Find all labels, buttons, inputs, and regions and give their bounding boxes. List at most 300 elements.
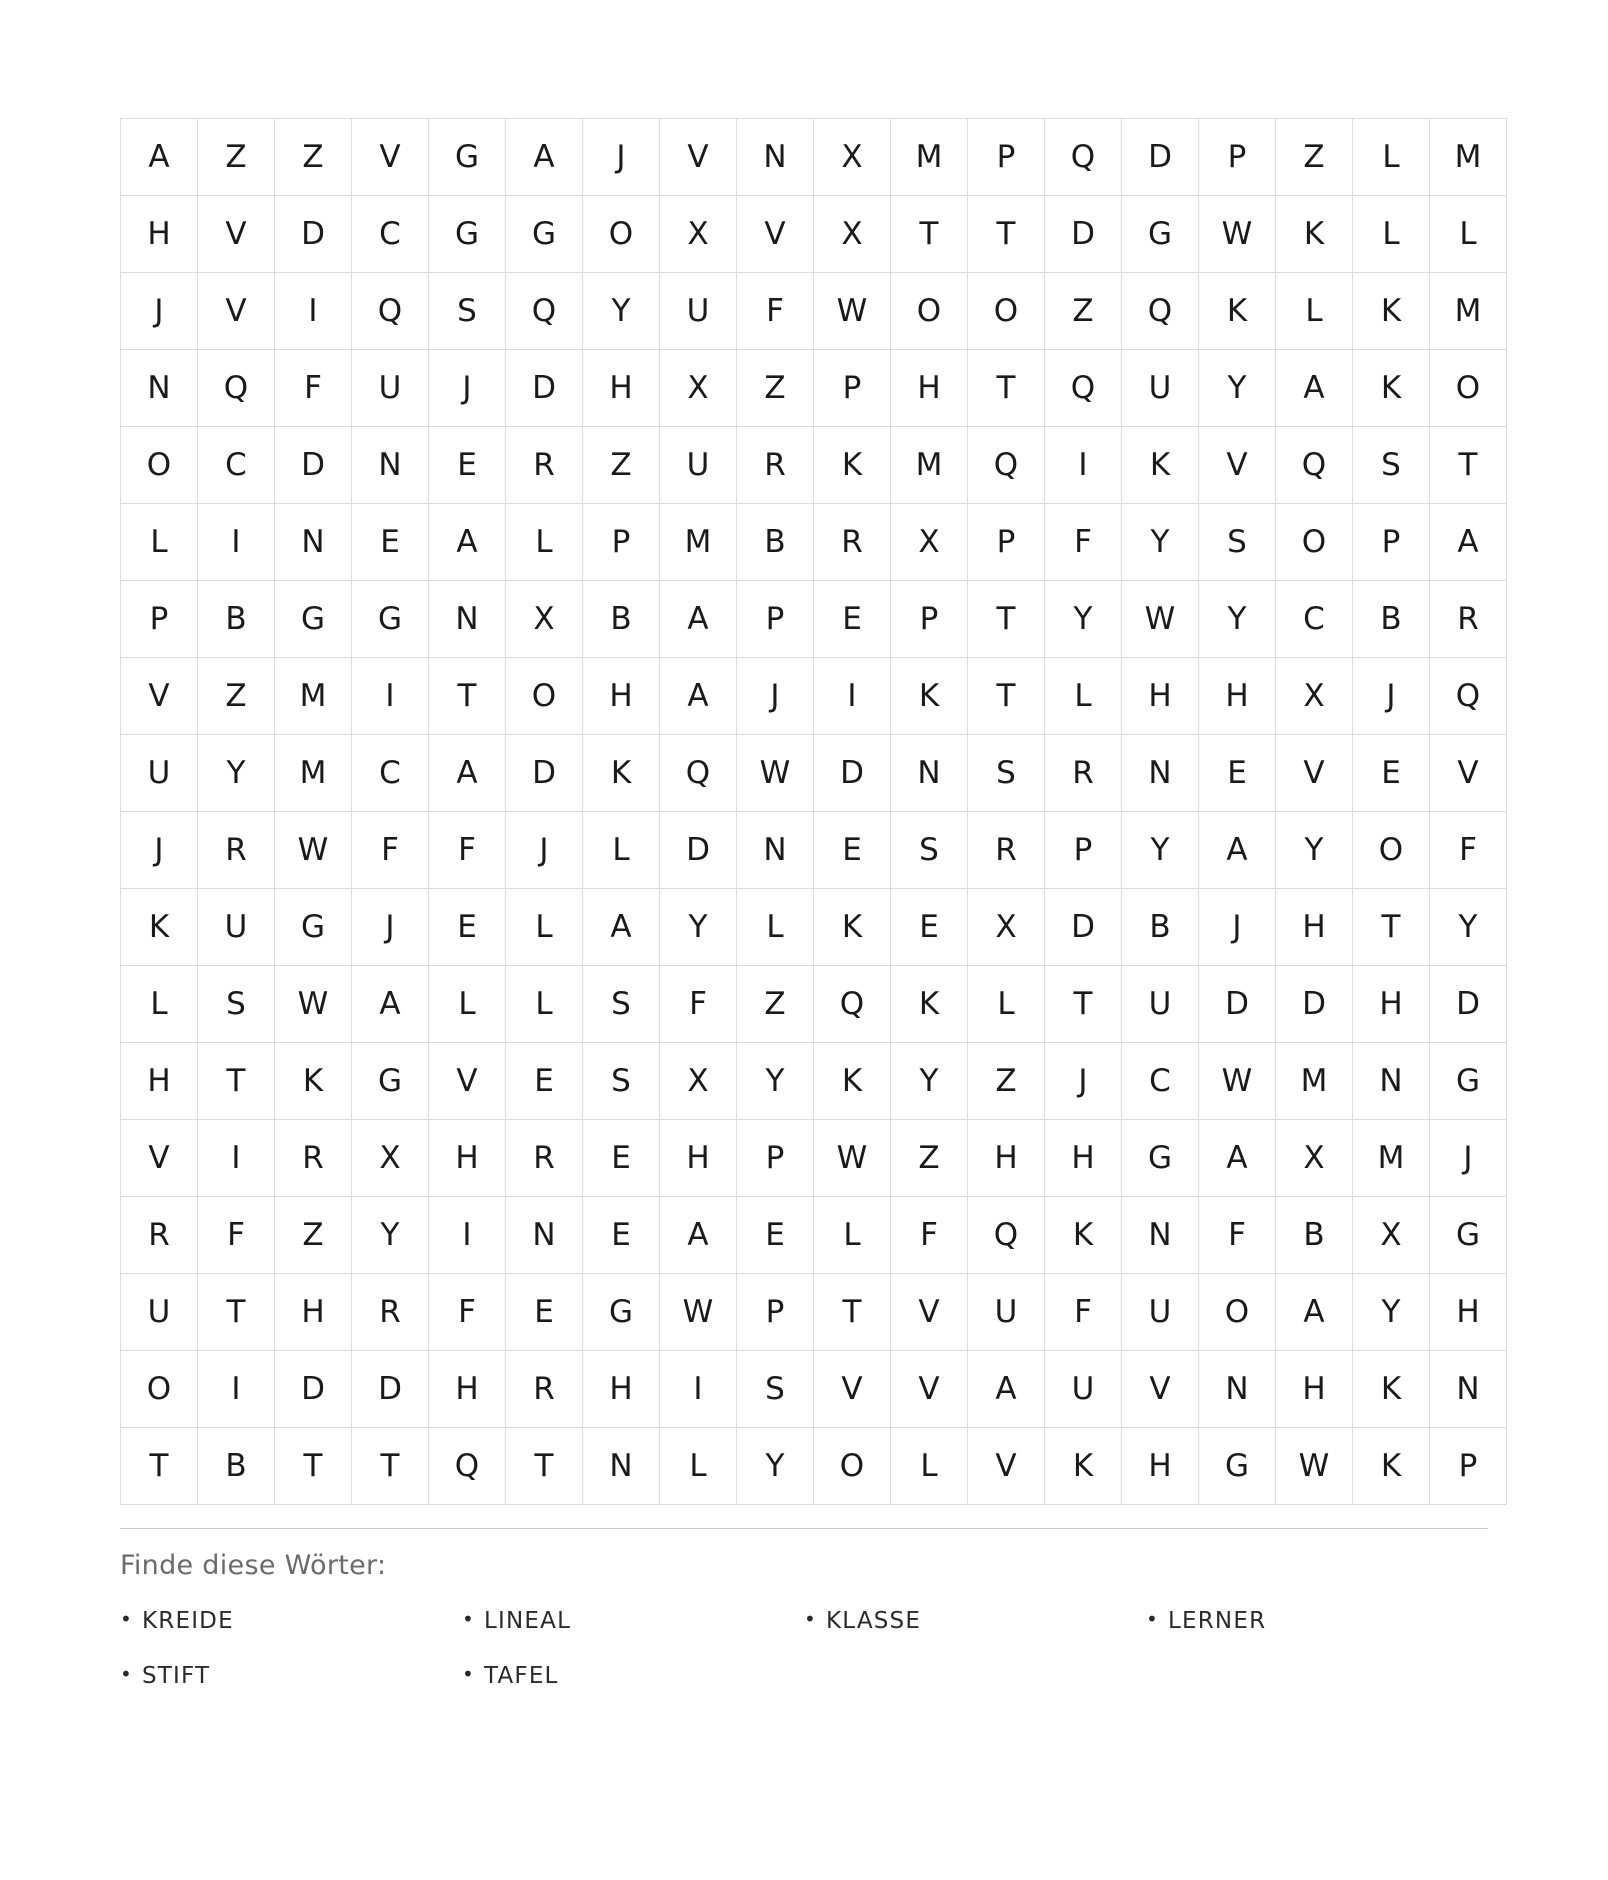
grid-cell[interactable]: X	[1353, 1197, 1430, 1274]
grid-cell[interactable]: H	[660, 1120, 737, 1197]
grid-cell[interactable]: X	[1276, 1120, 1353, 1197]
grid-cell[interactable]: U	[121, 1274, 198, 1351]
grid-cell[interactable]: P	[737, 1120, 814, 1197]
grid-cell[interactable]: B	[1276, 1197, 1353, 1274]
grid-cell[interactable]: A	[352, 966, 429, 1043]
grid-cell[interactable]: S	[583, 966, 660, 1043]
grid-cell[interactable]: V	[352, 119, 429, 196]
grid-cell[interactable]: A	[429, 735, 506, 812]
grid-cell[interactable]: R	[352, 1274, 429, 1351]
grid-cell[interactable]: K	[275, 1043, 352, 1120]
grid-cell[interactable]: O	[1276, 504, 1353, 581]
grid-cell[interactable]: L	[1353, 196, 1430, 273]
grid-cell[interactable]: Y	[1045, 581, 1122, 658]
grid-cell[interactable]: E	[583, 1197, 660, 1274]
grid-cell[interactable]: T	[352, 1428, 429, 1505]
grid-cell[interactable]: W	[1122, 581, 1199, 658]
grid-cell[interactable]: K	[1353, 1351, 1430, 1428]
grid-cell[interactable]: P	[968, 119, 1045, 196]
grid-cell[interactable]: R	[506, 1120, 583, 1197]
grid-cell[interactable]: G	[352, 581, 429, 658]
grid-cell[interactable]: Z	[275, 1197, 352, 1274]
grid-cell[interactable]: T	[198, 1043, 275, 1120]
grid-cell[interactable]: Y	[352, 1197, 429, 1274]
grid-cell[interactable]: N	[429, 581, 506, 658]
grid-cell[interactable]: L	[1276, 273, 1353, 350]
wordlist-item[interactable]	[462, 1607, 804, 1634]
grid-cell[interactable]: K	[121, 889, 198, 966]
grid-cell[interactable]: D	[1276, 966, 1353, 1043]
grid-cell[interactable]: O	[891, 273, 968, 350]
grid-cell[interactable]: G	[506, 196, 583, 273]
grid-cell[interactable]: U	[1122, 350, 1199, 427]
grid-cell[interactable]: P	[1199, 119, 1276, 196]
grid-cell[interactable]: Z	[198, 119, 275, 196]
grid-cell[interactable]: I	[1045, 427, 1122, 504]
grid-cell[interactable]: R	[121, 1197, 198, 1274]
grid-cell[interactable]: H	[1430, 1274, 1507, 1351]
grid-cell[interactable]: K	[1353, 273, 1430, 350]
grid-cell[interactable]: L	[1353, 119, 1430, 196]
grid-cell[interactable]: P	[737, 1274, 814, 1351]
grid-cell[interactable]: F	[1430, 812, 1507, 889]
grid-cell[interactable]: K	[891, 658, 968, 735]
grid-cell[interactable]: L	[121, 504, 198, 581]
grid-cell[interactable]: V	[891, 1274, 968, 1351]
grid-cell[interactable]: R	[506, 1351, 583, 1428]
grid-cell[interactable]: H	[121, 196, 198, 273]
grid-cell[interactable]: S	[1353, 427, 1430, 504]
grid-cell[interactable]: M	[891, 427, 968, 504]
grid-cell[interactable]: T	[275, 1428, 352, 1505]
grid-cell[interactable]: H	[1122, 658, 1199, 735]
grid-cell[interactable]: A	[121, 119, 198, 196]
grid-cell[interactable]: A	[968, 1351, 1045, 1428]
grid-cell[interactable]: F	[429, 1274, 506, 1351]
grid-cell[interactable]: V	[1122, 1351, 1199, 1428]
grid-cell[interactable]: L	[1045, 658, 1122, 735]
grid-cell[interactable]: D	[506, 350, 583, 427]
grid-cell[interactable]: N	[737, 812, 814, 889]
grid-cell[interactable]: I	[275, 273, 352, 350]
grid-cell[interactable]: G	[583, 1274, 660, 1351]
grid-cell[interactable]: P	[814, 350, 891, 427]
grid-cell[interactable]: P	[1045, 812, 1122, 889]
grid-cell[interactable]: K	[583, 735, 660, 812]
grid-cell[interactable]: N	[1122, 1197, 1199, 1274]
grid-cell[interactable]: P	[583, 504, 660, 581]
grid-cell[interactable]: M	[1353, 1120, 1430, 1197]
grid-cell[interactable]: G	[1430, 1197, 1507, 1274]
grid-cell[interactable]: H	[275, 1274, 352, 1351]
grid-cell[interactable]: B	[583, 581, 660, 658]
grid-cell[interactable]: G	[275, 889, 352, 966]
grid-cell[interactable]: A	[1199, 812, 1276, 889]
grid-cell[interactable]: F	[352, 812, 429, 889]
grid-cell[interactable]: O	[1199, 1274, 1276, 1351]
grid-cell[interactable]: W	[275, 966, 352, 1043]
grid-cell[interactable]: S	[737, 1351, 814, 1428]
grid-cell[interactable]: L	[506, 504, 583, 581]
grid-cell[interactable]: Q	[1045, 119, 1122, 196]
grid-cell[interactable]: J	[737, 658, 814, 735]
grid-cell[interactable]: O	[814, 1428, 891, 1505]
grid-cell[interactable]: Z	[891, 1120, 968, 1197]
grid-cell[interactable]: Y	[1199, 581, 1276, 658]
grid-cell[interactable]: K	[1199, 273, 1276, 350]
grid-cell[interactable]: K	[1353, 1428, 1430, 1505]
grid-cell[interactable]: U	[198, 889, 275, 966]
grid-cell[interactable]: X	[891, 504, 968, 581]
grid-cell[interactable]: G	[275, 581, 352, 658]
grid-cell[interactable]: M	[1276, 1043, 1353, 1120]
grid-cell[interactable]: X	[660, 1043, 737, 1120]
grid-cell[interactable]: M	[1430, 119, 1507, 196]
grid-cell[interactable]: T	[506, 1428, 583, 1505]
grid-cell[interactable]: L	[891, 1428, 968, 1505]
grid-cell[interactable]: X	[814, 196, 891, 273]
grid-cell[interactable]: H	[429, 1351, 506, 1428]
grid-cell[interactable]: F	[891, 1197, 968, 1274]
grid-cell[interactable]: P	[1430, 1428, 1507, 1505]
wordlist-item[interactable]	[462, 1662, 804, 1689]
grid-cell[interactable]: D	[1199, 966, 1276, 1043]
grid-cell[interactable]: N	[891, 735, 968, 812]
grid-cell[interactable]: A	[660, 1197, 737, 1274]
grid-cell[interactable]: K	[1122, 427, 1199, 504]
grid-cell[interactable]: L	[506, 889, 583, 966]
grid-cell[interactable]: J	[352, 889, 429, 966]
grid-cell[interactable]: Q	[968, 1197, 1045, 1274]
grid-cell[interactable]: L	[968, 966, 1045, 1043]
grid-cell[interactable]: B	[1353, 581, 1430, 658]
grid-cell[interactable]: V	[660, 119, 737, 196]
grid-cell[interactable]: R	[198, 812, 275, 889]
grid-cell[interactable]: K	[814, 889, 891, 966]
grid-cell[interactable]: P	[737, 581, 814, 658]
grid-cell[interactable]: K	[814, 1043, 891, 1120]
grid-cell[interactable]: V	[814, 1351, 891, 1428]
grid-cell[interactable]: I	[352, 658, 429, 735]
grid-cell[interactable]: Y	[737, 1428, 814, 1505]
grid-cell[interactable]: D	[1430, 966, 1507, 1043]
grid-cell[interactable]: Y	[1276, 812, 1353, 889]
grid-cell[interactable]: O	[1353, 812, 1430, 889]
grid-cell[interactable]: T	[429, 658, 506, 735]
grid-cell[interactable]: O	[1430, 350, 1507, 427]
grid-cell[interactable]: H	[1045, 1120, 1122, 1197]
grid-cell[interactable]: S	[198, 966, 275, 1043]
grid-cell[interactable]: D	[275, 1351, 352, 1428]
grid-cell[interactable]: F	[1045, 504, 1122, 581]
grid-cell[interactable]: X	[814, 119, 891, 196]
grid-cell[interactable]: F	[1045, 1274, 1122, 1351]
grid-cell[interactable]: Z	[583, 427, 660, 504]
grid-cell[interactable]: P	[968, 504, 1045, 581]
grid-cell[interactable]: E	[429, 889, 506, 966]
grid-cell[interactable]: V	[121, 1120, 198, 1197]
grid-cell[interactable]: V	[1430, 735, 1507, 812]
grid-cell[interactable]: Z	[968, 1043, 1045, 1120]
grid-cell[interactable]: D	[1045, 889, 1122, 966]
grid-cell[interactable]: U	[660, 273, 737, 350]
grid-cell[interactable]: U	[660, 427, 737, 504]
grid-cell[interactable]: Y	[1122, 504, 1199, 581]
grid-cell[interactable]: Q	[352, 273, 429, 350]
grid-cell[interactable]: Q	[1122, 273, 1199, 350]
grid-cell[interactable]: R	[1430, 581, 1507, 658]
grid-cell[interactable]: J	[1045, 1043, 1122, 1120]
grid-cell[interactable]: L	[814, 1197, 891, 1274]
grid-cell[interactable]: E	[429, 427, 506, 504]
grid-cell[interactable]: K	[1276, 196, 1353, 273]
grid-cell[interactable]: L	[660, 1428, 737, 1505]
grid-cell[interactable]: Z	[275, 119, 352, 196]
grid-cell[interactable]: M	[660, 504, 737, 581]
grid-cell[interactable]: V	[198, 196, 275, 273]
grid-cell[interactable]: T	[968, 350, 1045, 427]
wordlist-item[interactable]	[1146, 1607, 1488, 1634]
grid-cell[interactable]: G	[1122, 196, 1199, 273]
grid-cell[interactable]: S	[968, 735, 1045, 812]
grid-cell[interactable]: M	[275, 658, 352, 735]
grid-cell[interactable]: N	[506, 1197, 583, 1274]
grid-cell[interactable]: N	[737, 119, 814, 196]
grid-cell[interactable]: H	[583, 1351, 660, 1428]
grid-cell[interactable]: H	[583, 658, 660, 735]
grid-cell[interactable]: H	[891, 350, 968, 427]
grid-cell[interactable]: L	[121, 966, 198, 1043]
grid-cell[interactable]: E	[1199, 735, 1276, 812]
grid-cell[interactable]: Y	[1353, 1274, 1430, 1351]
grid-cell[interactable]: J	[1353, 658, 1430, 735]
grid-cell[interactable]: L	[737, 889, 814, 966]
grid-cell[interactable]: U	[1122, 966, 1199, 1043]
grid-cell[interactable]: D	[814, 735, 891, 812]
grid-cell[interactable]: G	[429, 119, 506, 196]
grid-cell[interactable]: R	[968, 812, 1045, 889]
grid-cell[interactable]: U	[968, 1274, 1045, 1351]
grid-cell[interactable]: L	[583, 812, 660, 889]
grid-cell[interactable]: T	[198, 1274, 275, 1351]
grid-cell[interactable]: Z	[1276, 119, 1353, 196]
grid-cell[interactable]: G	[1122, 1120, 1199, 1197]
grid-cell[interactable]: A	[1276, 350, 1353, 427]
grid-cell[interactable]: S	[583, 1043, 660, 1120]
grid-cell[interactable]: Y	[583, 273, 660, 350]
grid-cell[interactable]: M	[1430, 273, 1507, 350]
grid-cell[interactable]: Q	[1430, 658, 1507, 735]
grid-cell[interactable]: T	[968, 658, 1045, 735]
grid-cell[interactable]: W	[737, 735, 814, 812]
grid-cell[interactable]: W	[814, 1120, 891, 1197]
grid-cell[interactable]: W	[1276, 1428, 1353, 1505]
grid-cell[interactable]: F	[660, 966, 737, 1043]
grid-cell[interactable]: E	[814, 581, 891, 658]
grid-cell[interactable]: V	[891, 1351, 968, 1428]
grid-cell[interactable]: M	[275, 735, 352, 812]
grid-cell[interactable]: O	[583, 196, 660, 273]
grid-cell[interactable]: T	[968, 581, 1045, 658]
grid-cell[interactable]: A	[1430, 504, 1507, 581]
grid-cell[interactable]: Y	[1199, 350, 1276, 427]
grid-cell[interactable]: S	[429, 273, 506, 350]
grid-cell[interactable]: X	[352, 1120, 429, 1197]
grid-cell[interactable]: I	[198, 1120, 275, 1197]
grid-cell[interactable]: J	[506, 812, 583, 889]
grid-cell[interactable]: X	[1276, 658, 1353, 735]
grid-cell[interactable]: Y	[1430, 889, 1507, 966]
grid-cell[interactable]: J	[1430, 1120, 1507, 1197]
grid-cell[interactable]: H	[1276, 889, 1353, 966]
grid-cell[interactable]: R	[1045, 735, 1122, 812]
grid-cell[interactable]: X	[968, 889, 1045, 966]
grid-cell[interactable]: X	[660, 350, 737, 427]
grid-cell[interactable]: F	[737, 273, 814, 350]
grid-cell[interactable]: G	[1430, 1043, 1507, 1120]
grid-cell[interactable]: E	[1353, 735, 1430, 812]
grid-cell[interactable]: D	[660, 812, 737, 889]
grid-cell[interactable]: Z	[198, 658, 275, 735]
grid-cell[interactable]: D	[1045, 196, 1122, 273]
grid-cell[interactable]: Y	[198, 735, 275, 812]
grid-cell[interactable]: N	[1353, 1043, 1430, 1120]
grid-cell[interactable]: D	[352, 1351, 429, 1428]
grid-cell[interactable]: F	[1199, 1197, 1276, 1274]
grid-cell[interactable]: L	[506, 966, 583, 1043]
grid-cell[interactable]: H	[1353, 966, 1430, 1043]
grid-cell[interactable]: W	[660, 1274, 737, 1351]
grid-cell[interactable]: G	[1199, 1428, 1276, 1505]
grid-cell[interactable]: A	[1199, 1120, 1276, 1197]
grid-cell[interactable]: J	[429, 350, 506, 427]
grid-cell[interactable]: Q	[1276, 427, 1353, 504]
grid-cell[interactable]: F	[198, 1197, 275, 1274]
grid-cell[interactable]: J	[1199, 889, 1276, 966]
grid-cell[interactable]: T	[968, 196, 1045, 273]
grid-cell[interactable]: D	[275, 427, 352, 504]
grid-cell[interactable]: O	[506, 658, 583, 735]
grid-cell[interactable]: I	[198, 504, 275, 581]
grid-cell[interactable]: U	[1122, 1274, 1199, 1351]
grid-cell[interactable]: Z	[737, 350, 814, 427]
grid-cell[interactable]: Q	[1045, 350, 1122, 427]
grid-cell[interactable]: V	[1276, 735, 1353, 812]
grid-cell[interactable]: V	[968, 1428, 1045, 1505]
grid-cell[interactable]: V	[429, 1043, 506, 1120]
grid-cell[interactable]: Y	[737, 1043, 814, 1120]
grid-cell[interactable]: H	[429, 1120, 506, 1197]
grid-cell[interactable]: Y	[891, 1043, 968, 1120]
grid-cell[interactable]: V	[198, 273, 275, 350]
grid-cell[interactable]: H	[121, 1043, 198, 1120]
grid-cell[interactable]: N	[1122, 735, 1199, 812]
grid-cell[interactable]: L	[429, 966, 506, 1043]
grid-cell[interactable]: W	[814, 273, 891, 350]
grid-cell[interactable]: R	[737, 427, 814, 504]
grid-cell[interactable]: S	[891, 812, 968, 889]
grid-cell[interactable]: U	[1045, 1351, 1122, 1428]
grid-cell[interactable]: Q	[429, 1428, 506, 1505]
grid-cell[interactable]: T	[121, 1428, 198, 1505]
grid-cell[interactable]: M	[891, 119, 968, 196]
grid-cell[interactable]: C	[1122, 1043, 1199, 1120]
grid-cell[interactable]: A	[583, 889, 660, 966]
grid-cell[interactable]: E	[506, 1274, 583, 1351]
grid-cell[interactable]: B	[198, 581, 275, 658]
grid-cell[interactable]: I	[429, 1197, 506, 1274]
grid-cell[interactable]: N	[275, 504, 352, 581]
grid-cell[interactable]: R	[814, 504, 891, 581]
grid-cell[interactable]: X	[660, 196, 737, 273]
grid-cell[interactable]: D	[506, 735, 583, 812]
grid-cell[interactable]: Q	[814, 966, 891, 1043]
grid-cell[interactable]: T	[1045, 966, 1122, 1043]
grid-cell[interactable]: B	[1122, 889, 1199, 966]
grid-cell[interactable]: W	[1199, 1043, 1276, 1120]
grid-cell[interactable]: N	[583, 1428, 660, 1505]
grid-cell[interactable]: H	[1276, 1351, 1353, 1428]
grid-cell[interactable]: Z	[1045, 273, 1122, 350]
grid-cell[interactable]: E	[891, 889, 968, 966]
grid-cell[interactable]: D	[275, 196, 352, 273]
grid-cell[interactable]: B	[737, 504, 814, 581]
grid-cell[interactable]: K	[891, 966, 968, 1043]
grid-cell[interactable]: I	[198, 1351, 275, 1428]
grid-cell[interactable]: F	[275, 350, 352, 427]
grid-cell[interactable]: J	[121, 812, 198, 889]
grid-cell[interactable]: Q	[968, 427, 1045, 504]
grid-cell[interactable]: T	[891, 196, 968, 273]
grid-cell[interactable]: V	[1199, 427, 1276, 504]
grid-cell[interactable]: H	[1122, 1428, 1199, 1505]
wordlist-item[interactable]	[804, 1607, 1146, 1634]
grid-cell[interactable]: O	[121, 427, 198, 504]
grid-cell[interactable]: E	[506, 1043, 583, 1120]
grid-cell[interactable]: E	[737, 1197, 814, 1274]
grid-cell[interactable]: S	[1199, 504, 1276, 581]
grid-cell[interactable]: A	[660, 658, 737, 735]
grid-cell[interactable]: I	[660, 1351, 737, 1428]
grid-cell[interactable]: P	[121, 581, 198, 658]
grid-cell[interactable]: U	[352, 350, 429, 427]
wordlist-item[interactable]	[120, 1607, 462, 1634]
grid-cell[interactable]: H	[968, 1120, 1045, 1197]
grid-cell[interactable]: E	[583, 1120, 660, 1197]
grid-cell[interactable]: U	[121, 735, 198, 812]
grid-cell[interactable]: A	[660, 581, 737, 658]
grid-cell[interactable]: R	[506, 427, 583, 504]
grid-cell[interactable]: J	[583, 119, 660, 196]
grid-cell[interactable]: O	[121, 1351, 198, 1428]
grid-cell[interactable]: A	[1276, 1274, 1353, 1351]
grid-cell[interactable]: Z	[737, 966, 814, 1043]
grid-cell[interactable]: A	[506, 119, 583, 196]
grid-cell[interactable]: Y	[660, 889, 737, 966]
grid-cell[interactable]: L	[1430, 196, 1507, 273]
grid-cell[interactable]: K	[1353, 350, 1430, 427]
grid-cell[interactable]: N	[352, 427, 429, 504]
grid-cell[interactable]: F	[429, 812, 506, 889]
grid-cell[interactable]: N	[1199, 1351, 1276, 1428]
grid-cell[interactable]: Q	[660, 735, 737, 812]
grid-cell[interactable]: G	[352, 1043, 429, 1120]
grid-cell[interactable]: T	[1430, 427, 1507, 504]
grid-cell[interactable]: K	[1045, 1428, 1122, 1505]
grid-cell[interactable]: W	[1199, 196, 1276, 273]
grid-cell[interactable]: C	[198, 427, 275, 504]
grid-cell[interactable]: Q	[506, 273, 583, 350]
